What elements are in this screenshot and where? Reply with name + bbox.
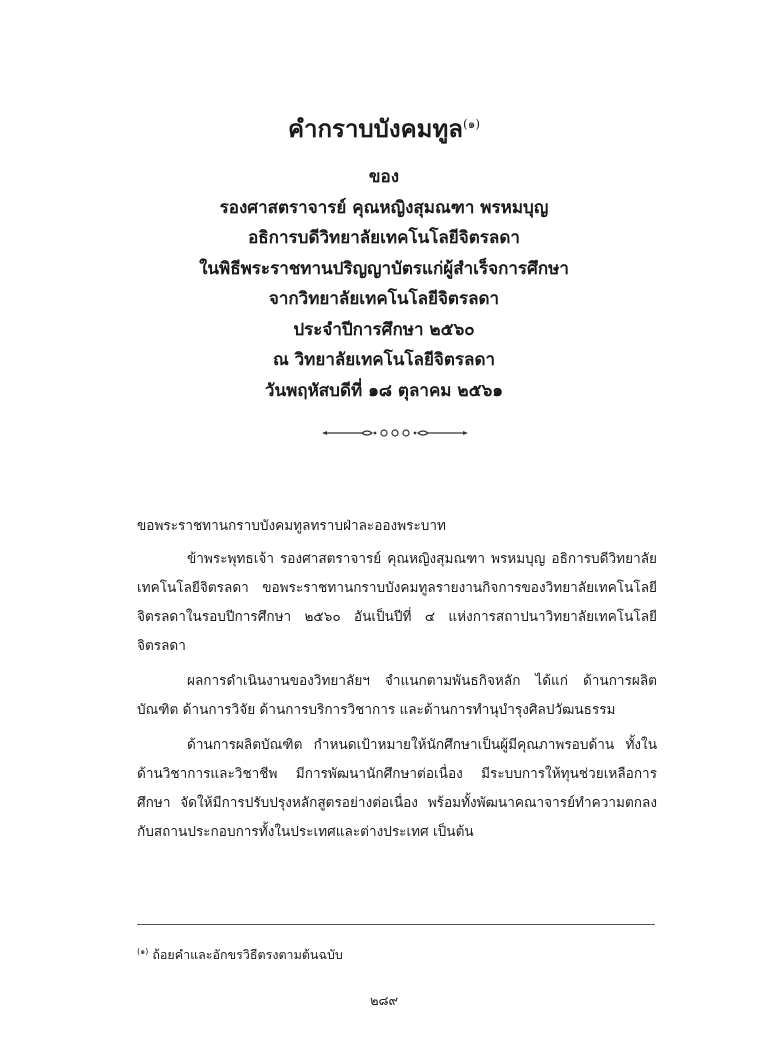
footnote-marker: (๑) [137, 947, 149, 956]
title-footnote-marker: (๑) [463, 117, 480, 131]
page-title [0, 106, 768, 147]
header-line: ณ วิทยาลัยเทคโนโลยีจิตรลดา [272, 350, 496, 370]
salutation: ขอพระราชทานกราบบังคมทูลทราบฝ่าละอองพระบาท [137, 518, 446, 534]
paragraph: ด้านการผลิตบัณฑิต กำหนดเป้าหมายให้นักศึกษาเป็นผู้มีคุณภาพรอบด้าน ทั้งในด้านวิชาการและวิชาชีพ มีการพัฒนานักศึกษาต่อเนื่อง มีระบบการให้ทุนช่วยเหลือการศึกษา จัดให้มีการปรับปรุงหลักสูตรอย่างต่อเนื่อง พร้อมทั้งพัฒนาคณาจารย์ทำความตกลงกับสถานประกอบการทั้งในประเทศและต่างประเทศ เป็นต้น [137, 737, 657, 840]
footnote [137, 942, 343, 965]
paragraph: ข้าพระพุทธเจ้า รองศาสตราจารย์ คุณหญิงสุมณฑา พรหมบุญ อธิการบดีวิทยาลัยเทคโนโลยีจิตรลดา ขอพระราชทานกราบบังคมทูลรายงานกิจการของวิทยาลัยเทคโนโลยีจิตรลดาในรอบปีการศึกษา ๒๕๖๐ อันเป็นปีที่ ๔ แห่งการสถาปนาวิทยาลัยเทคโนโลยีจิตรลดา [137, 551, 657, 654]
paragraph: ผลการดำเนินงานของวิทยาลัยฯ จำแนกตามพันธกิจหลัก ได้แก่ ด้านการผลิตบัณฑิต ด้านการวิจัย ด้านการบริการวิชาการ และด้านการทำนุบำรุงศิลปวัฒนธรรม [137, 673, 657, 718]
header-line: อธิการบดีวิทยาลัยเทคโนโลยีจิตรลดา [248, 228, 520, 248]
body-text [137, 512, 657, 853]
header-line: วันพฤหัสบดีที่ ๑๘ ตุลาคม ๒๕๖๑ [264, 380, 504, 401]
title-text: คำกราบบังคมทูล [287, 114, 464, 143]
header-line: ในพิธีพระราชทานปริญญาบัตรแก่ผู้สำเร็จการศึกษา [199, 258, 569, 279]
header-line: ประจำปีการศึกษา ๒๕๖๐ [293, 319, 475, 340]
header-line: ของ [368, 167, 400, 187]
footnote-divider [137, 924, 655, 925]
page-number: ๒๘๙ [369, 994, 399, 1009]
header-line: รองศาสตราจารย์ คุณหญิงสุมณฑา พรหมบุญ [219, 197, 549, 218]
header-line: จากวิทยาลัยเทคโนโลยีจิตรลดา [268, 289, 500, 309]
decorative-divider-icon [322, 424, 468, 442]
footnote-text: ถ้อยคำและอักขรวิธีตรงตามต้นฉบับ [152, 947, 343, 963]
ceremony-header [0, 162, 768, 406]
